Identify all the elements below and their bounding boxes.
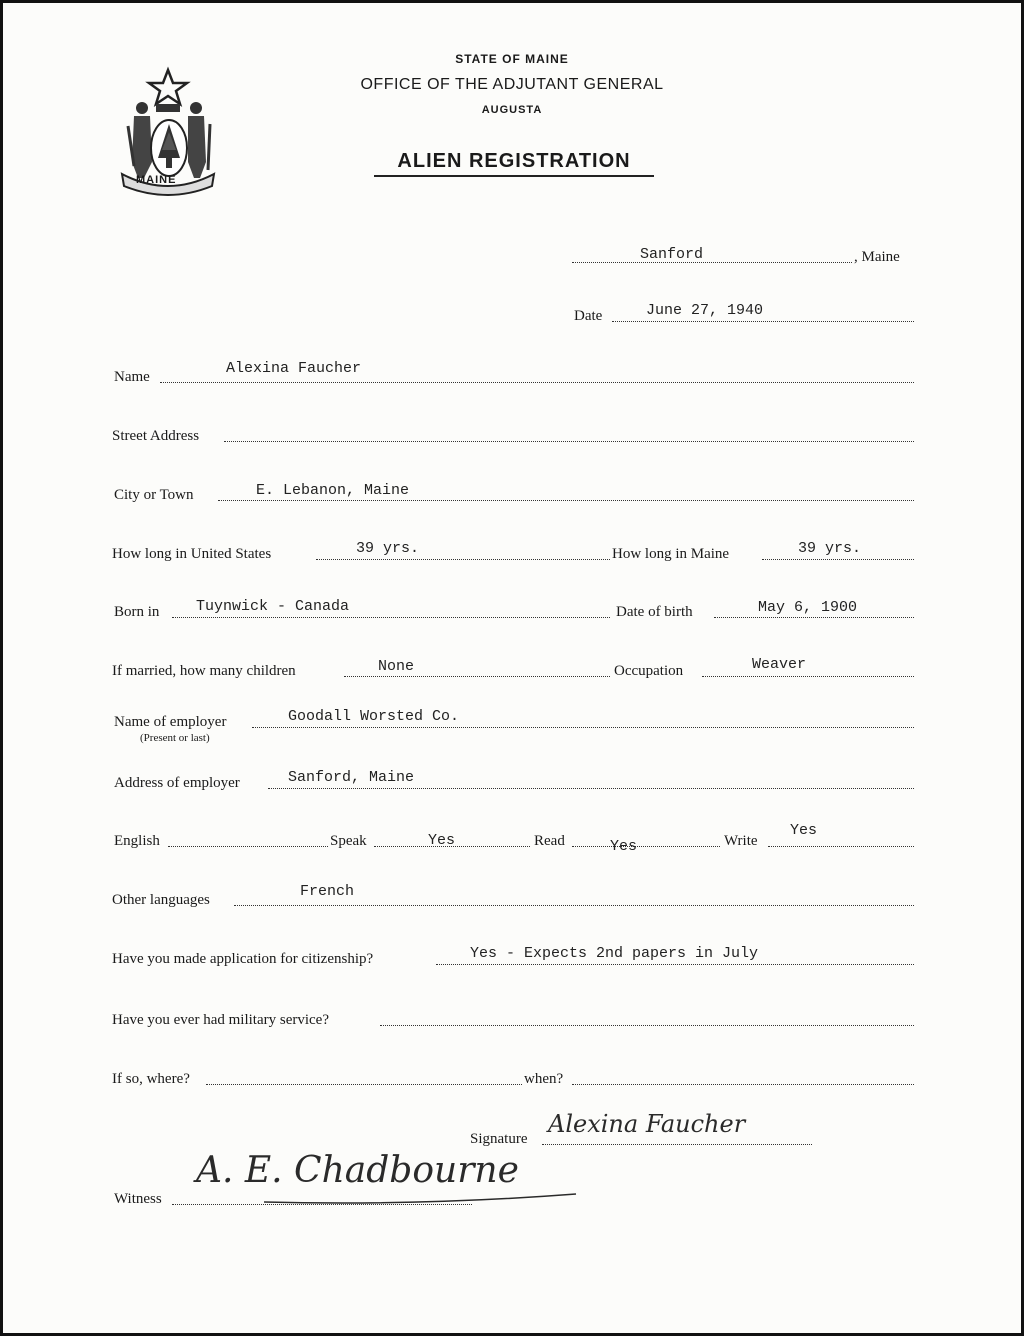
other-languages-value: French — [300, 883, 355, 900]
born-label: Born in — [114, 604, 160, 620]
write-value: Yes — [790, 822, 818, 839]
us-time-line — [316, 559, 610, 560]
employer-label: Name of employer — [114, 714, 227, 730]
witness-flourish — [260, 1190, 580, 1210]
maine-time-label: How long in Maine — [612, 546, 730, 562]
children-value: None — [378, 658, 415, 675]
signature-value: Alexina Faucher — [548, 1110, 746, 1138]
citizenship-line — [436, 964, 914, 965]
office-heading: OFFICE OF THE ADJUTANT GENERAL — [360, 76, 664, 93]
witness-label: Witness — [114, 1191, 162, 1207]
children-label: If married, how many children — [112, 663, 296, 679]
city-value: E. Lebanon, Maine — [256, 482, 410, 499]
speak-label: Speak — [330, 833, 367, 849]
city-heading: AUGUSTA — [481, 104, 543, 116]
write-line — [768, 846, 914, 847]
location-line — [572, 262, 852, 263]
employer-address-label: Address of employer — [114, 775, 240, 791]
form-title: ALIEN REGISTRATION — [374, 150, 654, 177]
military-label: Have you ever had military service? — [112, 1012, 329, 1028]
maine-time-value: 39 yrs. — [798, 540, 862, 557]
when-line — [572, 1084, 914, 1085]
us-time-value: 39 yrs. — [356, 540, 420, 557]
read-value: Yes — [610, 838, 638, 855]
where-line — [206, 1084, 522, 1085]
employer-note: (Present or last) — [140, 732, 210, 744]
state-heading: STATE OF MAINE — [455, 52, 569, 66]
seal-text: MAINE — [136, 174, 177, 186]
speak-value: Yes — [428, 832, 456, 849]
occupation-line — [702, 676, 914, 677]
born-line — [172, 617, 610, 618]
dob-line — [714, 617, 914, 618]
occupation-value: Weaver — [752, 656, 807, 673]
name-value: Alexina Faucher — [226, 360, 362, 377]
english-line — [168, 846, 328, 847]
dob-label: Date of birth — [616, 604, 693, 620]
citizenship-label: Have you made application for citizenship? — [112, 951, 374, 967]
date-line — [612, 321, 914, 322]
us-time-label: How long in United States — [112, 546, 272, 562]
signature-line — [542, 1144, 812, 1145]
date-value: June 27, 1940 — [646, 302, 764, 319]
name-line — [160, 382, 914, 383]
employer-line — [252, 727, 914, 728]
english-label: English — [114, 833, 160, 849]
name-label: Name — [114, 369, 150, 385]
date-label: Date — [574, 308, 603, 324]
born-value: Tuynwick - Canada — [196, 598, 350, 615]
witness-value: A. E. Chadbourne — [196, 1150, 519, 1191]
street-label: Street Address — [112, 428, 200, 444]
other-languages-line — [234, 905, 914, 906]
street-line — [224, 441, 914, 442]
city-line — [218, 500, 914, 501]
dob-value: May 6, 1900 — [758, 599, 858, 616]
military-line — [380, 1025, 914, 1026]
when-label: when? — [524, 1071, 564, 1087]
children-line — [344, 676, 610, 677]
employer-address-line — [268, 788, 914, 789]
where-label: If so, where? — [112, 1071, 190, 1087]
read-label: Read — [534, 833, 565, 849]
citizenship-value: Yes - Expects 2nd papers in July — [470, 945, 759, 962]
other-languages-label: Other languages — [112, 892, 210, 908]
employer-value: Goodall Worsted Co. — [288, 708, 460, 725]
employer-address-value: Sanford, Maine — [288, 769, 415, 786]
read-line — [572, 846, 720, 847]
occupation-label: Occupation — [614, 663, 684, 679]
location-state-label: , Maine — [854, 249, 900, 265]
city-label: City or Town — [114, 487, 194, 503]
location-town: Sanford — [640, 246, 704, 263]
write-label: Write — [724, 833, 758, 849]
maine-time-line — [762, 559, 914, 560]
signature-label: Signature — [470, 1131, 528, 1147]
